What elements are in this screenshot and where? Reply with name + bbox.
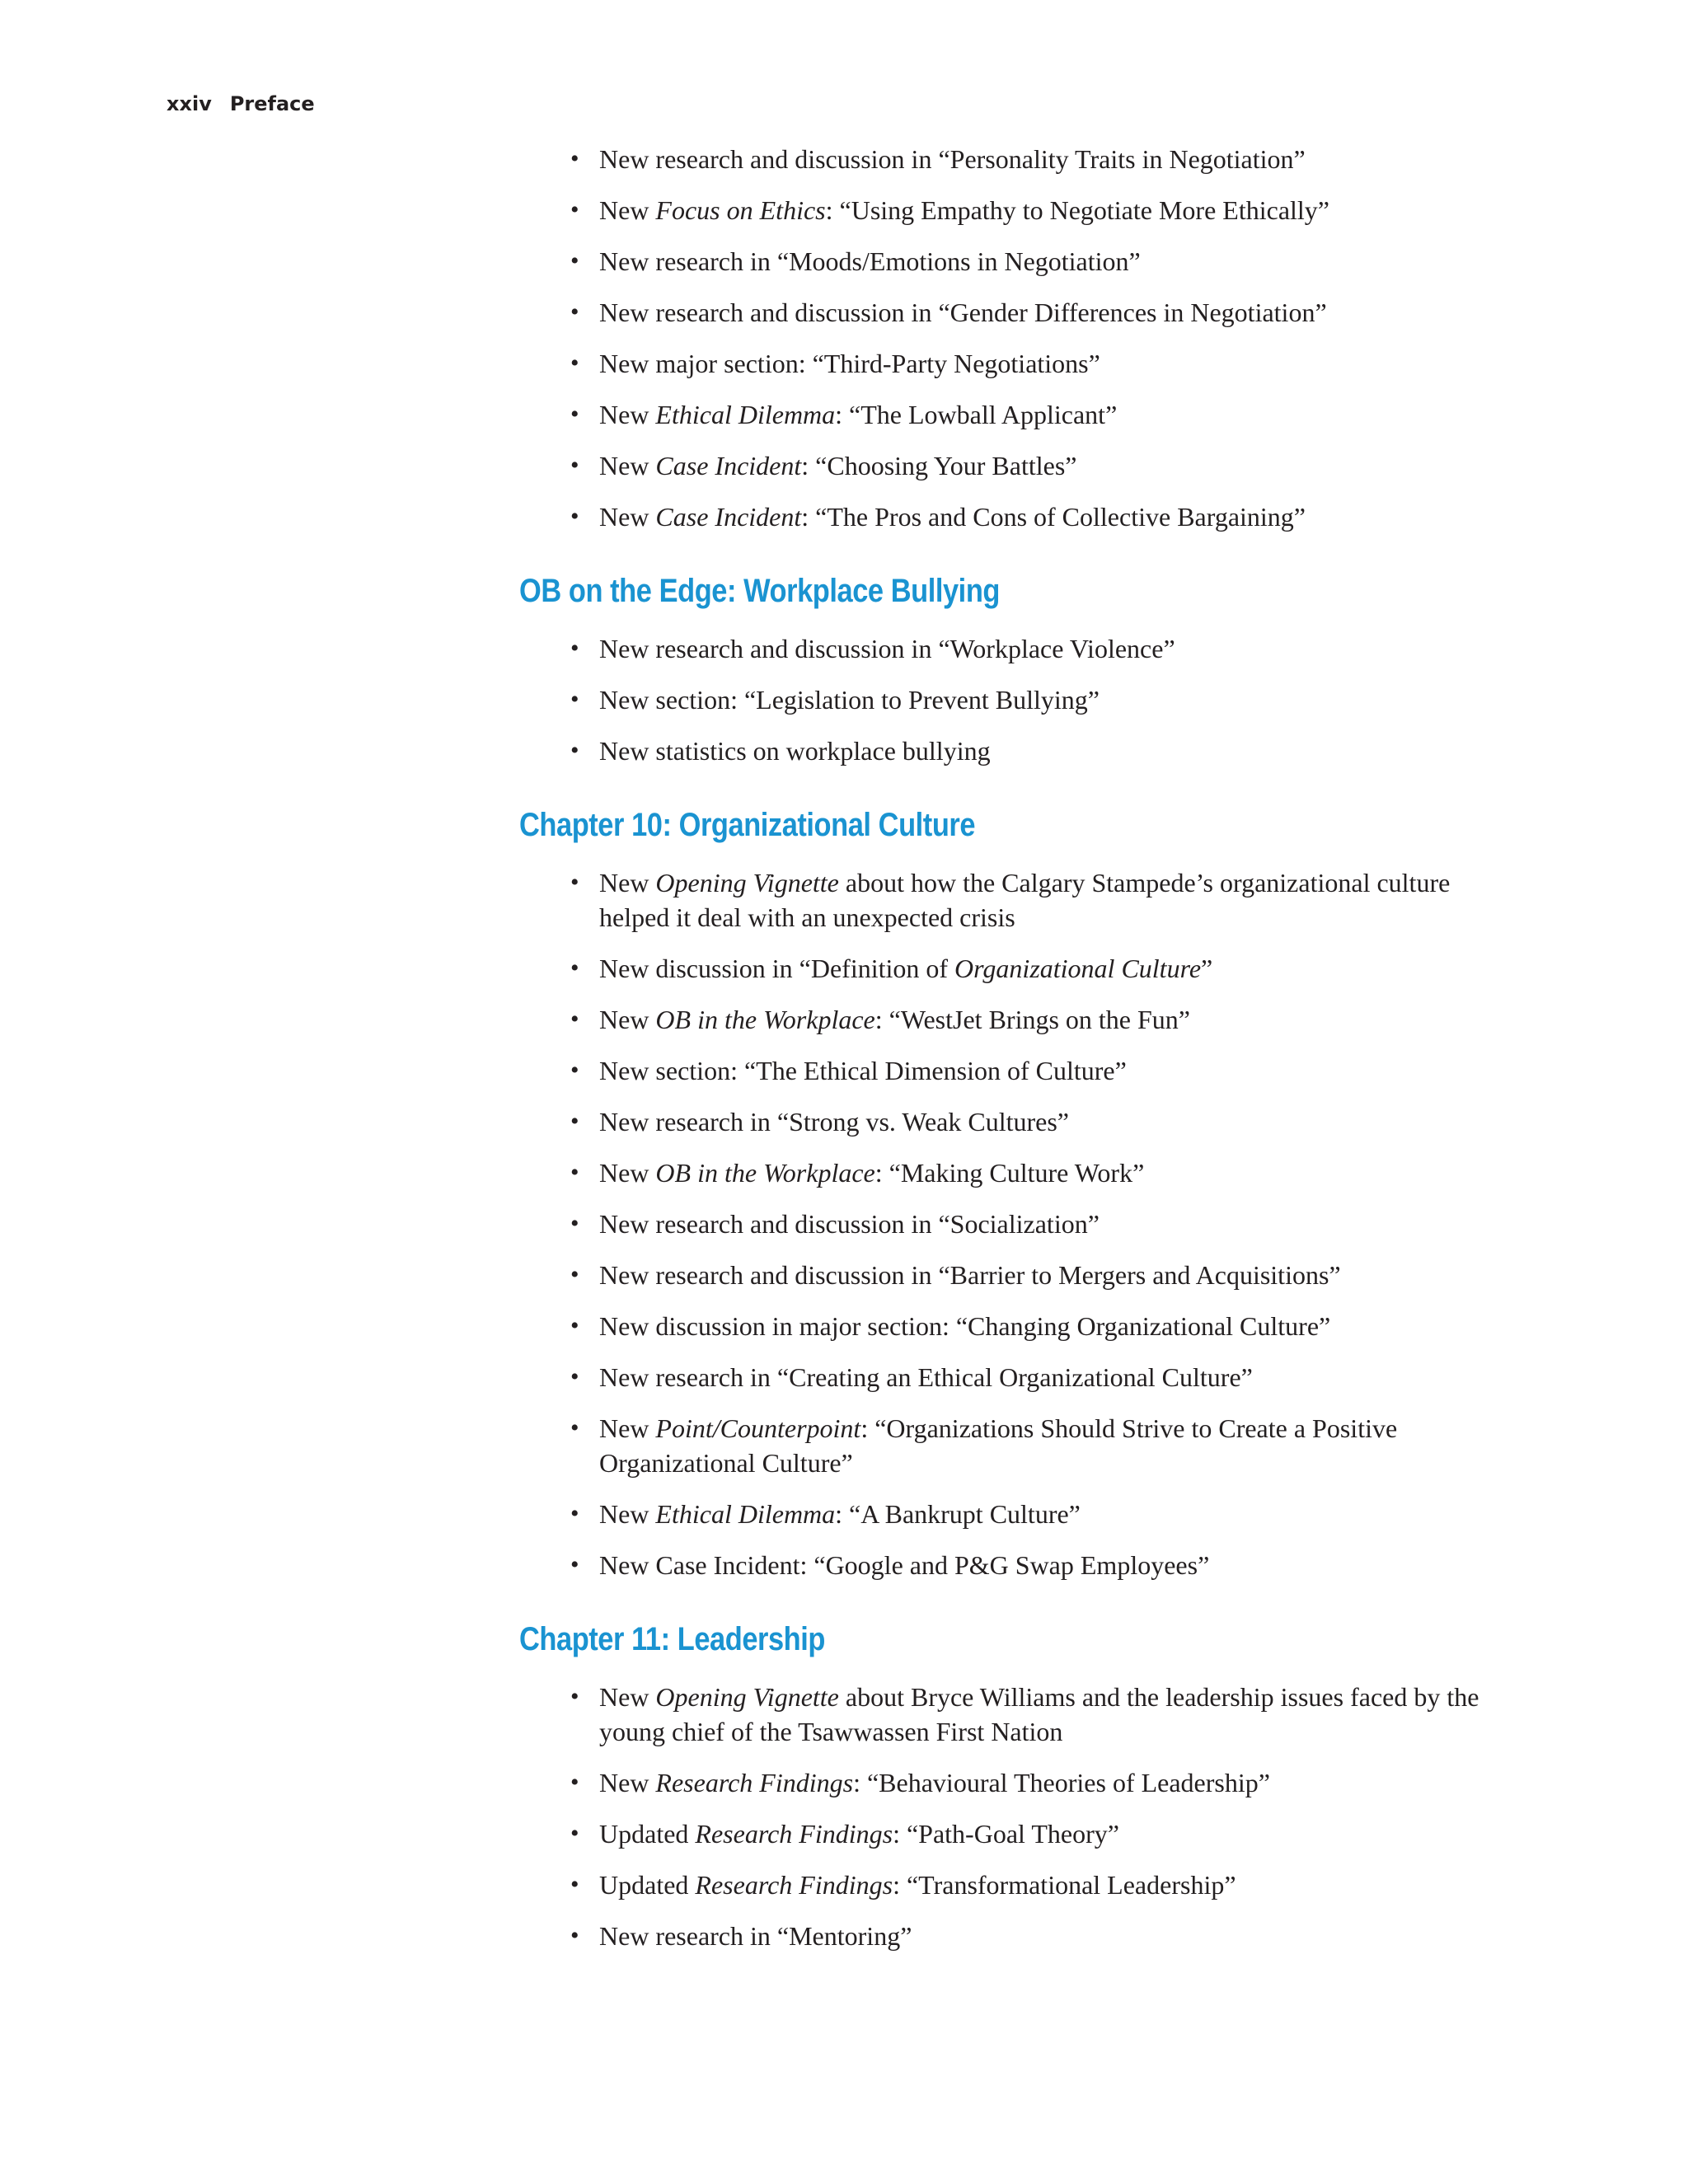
bullet-item bbox=[519, 244, 1492, 279]
bullet-text: New bbox=[599, 451, 656, 480]
bullet-icon: • bbox=[570, 1551, 579, 1578]
bullet-text: New research and discussion in “Socialization” bbox=[599, 1209, 1100, 1239]
bullet-item bbox=[519, 1868, 1492, 1902]
bullet-text: about Bryce Williams and the leadership issues faced by the young chief of the Tsawwassen First Nation bbox=[599, 1682, 1479, 1746]
bullet-item bbox=[519, 631, 1492, 666]
bullet-text: : “Making Culture Work” bbox=[874, 1158, 1145, 1188]
bullet-text: New major section: “Third-Party Negotiations” bbox=[599, 349, 1100, 378]
bullet-text: New section: “The Ethical Dimension of Culture” bbox=[599, 1056, 1127, 1085]
bullet-icon: • bbox=[570, 1922, 579, 1949]
bullet-text: New statistics on workplace bullying bbox=[599, 736, 991, 766]
bullet-text: New research and discussion in “Personality Traits in Negotiation” bbox=[599, 144, 1306, 174]
bullet-text: : “WestJet Brings on the Fun” bbox=[874, 1005, 1190, 1034]
bullet-text: New bbox=[599, 195, 656, 225]
bullet-item bbox=[519, 1360, 1492, 1394]
bullet-icon: • bbox=[570, 1414, 579, 1441]
bullet-text: New bbox=[599, 502, 656, 532]
bullet-text: New bbox=[599, 868, 656, 898]
sections-container bbox=[519, 570, 1492, 1953]
bullet-icon: • bbox=[570, 1871, 579, 1898]
bullet-text: New bbox=[599, 1682, 656, 1712]
bullet-item bbox=[519, 865, 1492, 935]
bullet-item bbox=[519, 682, 1492, 717]
bullet-text: : “A Bankrupt Culture” bbox=[835, 1499, 1081, 1529]
bullet-icon: • bbox=[570, 686, 579, 713]
bullet-item bbox=[519, 1104, 1492, 1139]
bullet-item bbox=[519, 142, 1492, 176]
bullet-icon: • bbox=[570, 503, 579, 530]
bullet-text: New research and discussion in “Barrier to Mergers and Acquisitions” bbox=[599, 1260, 1341, 1290]
section-bullet-list bbox=[519, 631, 1492, 768]
bullet-item bbox=[519, 1258, 1492, 1292]
bullet-icon: • bbox=[570, 1210, 579, 1237]
section-bullet-list bbox=[519, 1680, 1492, 1953]
page-number: xxiv bbox=[166, 92, 212, 115]
bullet-item bbox=[519, 1309, 1492, 1343]
bullet-text: New research and discussion in “Gender Differences in Negotiation” bbox=[599, 298, 1327, 327]
bullet-text: New bbox=[599, 1768, 656, 1797]
section-heading: Chapter 11: Leadership bbox=[519, 1621, 825, 1657]
bullet-icon: • bbox=[570, 1500, 579, 1527]
bullet-icon: • bbox=[570, 196, 579, 223]
italic-term: Opening Vignette bbox=[655, 1682, 839, 1712]
bullet-icon: • bbox=[570, 954, 579, 982]
italic-term: Point/Counterpoint bbox=[655, 1413, 861, 1443]
bullet-text: New research and discussion in “Workplace Violence” bbox=[599, 634, 1175, 663]
bullet-icon: • bbox=[570, 1057, 579, 1084]
bullet-text: New discussion in major section: “Changing Organizational Culture” bbox=[599, 1311, 1331, 1341]
bullet-text: : “Behavioural Theories of Leadership” bbox=[853, 1768, 1270, 1797]
bullet-item bbox=[519, 295, 1492, 330]
italic-term: Focus on Ethics bbox=[655, 195, 826, 225]
bullet-icon: • bbox=[570, 1108, 579, 1135]
bullet-item bbox=[519, 1548, 1492, 1582]
bullet-item bbox=[519, 499, 1492, 534]
bullet-icon: • bbox=[570, 349, 579, 377]
bullet-text: : “Using Empathy to Negotiate More Ethically” bbox=[825, 195, 1329, 225]
bullet-text: New bbox=[599, 1499, 656, 1529]
bullet-item bbox=[519, 397, 1492, 432]
bullet-icon: • bbox=[570, 247, 579, 274]
bullet-icon: • bbox=[570, 869, 579, 896]
bullet-text: New research in “Strong vs. Weak Cultures” bbox=[599, 1107, 1069, 1137]
italic-term: Case Incident bbox=[655, 502, 802, 532]
bullet-item bbox=[519, 1680, 1492, 1749]
bullet-text: New section: “Legislation to Prevent Bullying” bbox=[599, 685, 1100, 715]
italic-term: OB in the Workplace bbox=[655, 1005, 875, 1034]
italic-term: Organizational Culture bbox=[954, 954, 1202, 983]
bullet-text: New research in “Creating an Ethical Organizational Culture” bbox=[599, 1362, 1253, 1392]
bullet-text: New discussion in “Definition of bbox=[599, 954, 955, 983]
bullet-item bbox=[519, 193, 1492, 227]
bullet-text: : “The Pros and Cons of Collective Bargaining” bbox=[801, 502, 1306, 532]
bullet-item bbox=[519, 448, 1492, 483]
intro-bullet-list bbox=[519, 142, 1492, 534]
bullet-icon: • bbox=[570, 1683, 579, 1710]
bullet-item bbox=[519, 1207, 1492, 1241]
bullet-icon: • bbox=[570, 1312, 579, 1339]
italic-term: Research Findings bbox=[695, 1870, 893, 1900]
bullet-item bbox=[519, 951, 1492, 986]
italic-term: Opening Vignette bbox=[655, 868, 839, 898]
italic-term: Ethical Dilemma bbox=[655, 1499, 836, 1529]
bullet-icon: • bbox=[570, 1261, 579, 1288]
bullet-icon: • bbox=[570, 145, 579, 172]
bullet-item bbox=[519, 1155, 1492, 1190]
bullet-text: ” bbox=[1201, 954, 1213, 983]
bullet-icon: • bbox=[570, 1363, 579, 1390]
page-content bbox=[519, 142, 1492, 1970]
bullet-item bbox=[519, 346, 1492, 381]
bullet-icon: • bbox=[570, 737, 579, 764]
bullet-icon: • bbox=[570, 1769, 579, 1796]
bullet-icon: • bbox=[570, 1005, 579, 1033]
bullet-text: Updated bbox=[599, 1819, 696, 1849]
bullet-text: New bbox=[599, 1158, 656, 1188]
bullet-text: New research in “Mentoring” bbox=[599, 1921, 912, 1951]
section-heading: OB on the Edge: Workplace Bullying bbox=[519, 573, 1000, 609]
bullet-text: about how the Calgary Stampede’s organizational culture helped it deal with an unexpected crisis bbox=[599, 868, 1451, 932]
bullet-text: New Case Incident: “Google and P&G Swap Employees” bbox=[599, 1550, 1210, 1580]
bullet-item bbox=[519, 733, 1492, 768]
bullet-text: : “The Lowball Applicant” bbox=[835, 400, 1118, 429]
section-bullet-list bbox=[519, 865, 1492, 1582]
bullet-icon: • bbox=[570, 298, 579, 326]
running-head bbox=[166, 92, 315, 115]
bullet-text: : “Organizations Should Strive to Create a Positive Organizational Culture” bbox=[599, 1413, 1398, 1478]
bullet-text: New bbox=[599, 1005, 656, 1034]
italic-term: Research Findings bbox=[655, 1768, 854, 1797]
section-heading: Chapter 10: Organizational Culture bbox=[519, 807, 976, 843]
bullet-icon: • bbox=[570, 401, 579, 428]
italic-term: Ethical Dilemma bbox=[655, 400, 836, 429]
bullet-text: : “Choosing Your Battles” bbox=[801, 451, 1077, 480]
bullet-text: : “Path-Goal Theory” bbox=[893, 1819, 1119, 1849]
bullet-icon: • bbox=[570, 635, 579, 662]
bullet-text: : “Transformational Leadership” bbox=[893, 1870, 1236, 1900]
italic-term: OB in the Workplace bbox=[655, 1158, 875, 1188]
bullet-text: New bbox=[599, 400, 656, 429]
bullet-item bbox=[519, 1053, 1492, 1088]
bullet-text: New research in “Moods/Emotions in Negotiation” bbox=[599, 246, 1141, 276]
bullet-item bbox=[519, 1002, 1492, 1037]
bullet-item bbox=[519, 1411, 1492, 1480]
bullet-item bbox=[519, 1497, 1492, 1531]
bullet-text: New bbox=[599, 1413, 656, 1443]
bullet-icon: • bbox=[570, 1820, 579, 1847]
running-head-section: Preface bbox=[229, 92, 315, 115]
bullet-item bbox=[519, 1765, 1492, 1800]
bullet-icon: • bbox=[570, 1159, 579, 1186]
bullet-text: Updated bbox=[599, 1870, 696, 1900]
bullet-icon: • bbox=[570, 452, 579, 479]
bullet-item bbox=[519, 1919, 1492, 1953]
italic-term: Case Incident bbox=[655, 451, 802, 480]
italic-term: Research Findings bbox=[695, 1819, 893, 1849]
bullet-item bbox=[519, 1816, 1492, 1851]
